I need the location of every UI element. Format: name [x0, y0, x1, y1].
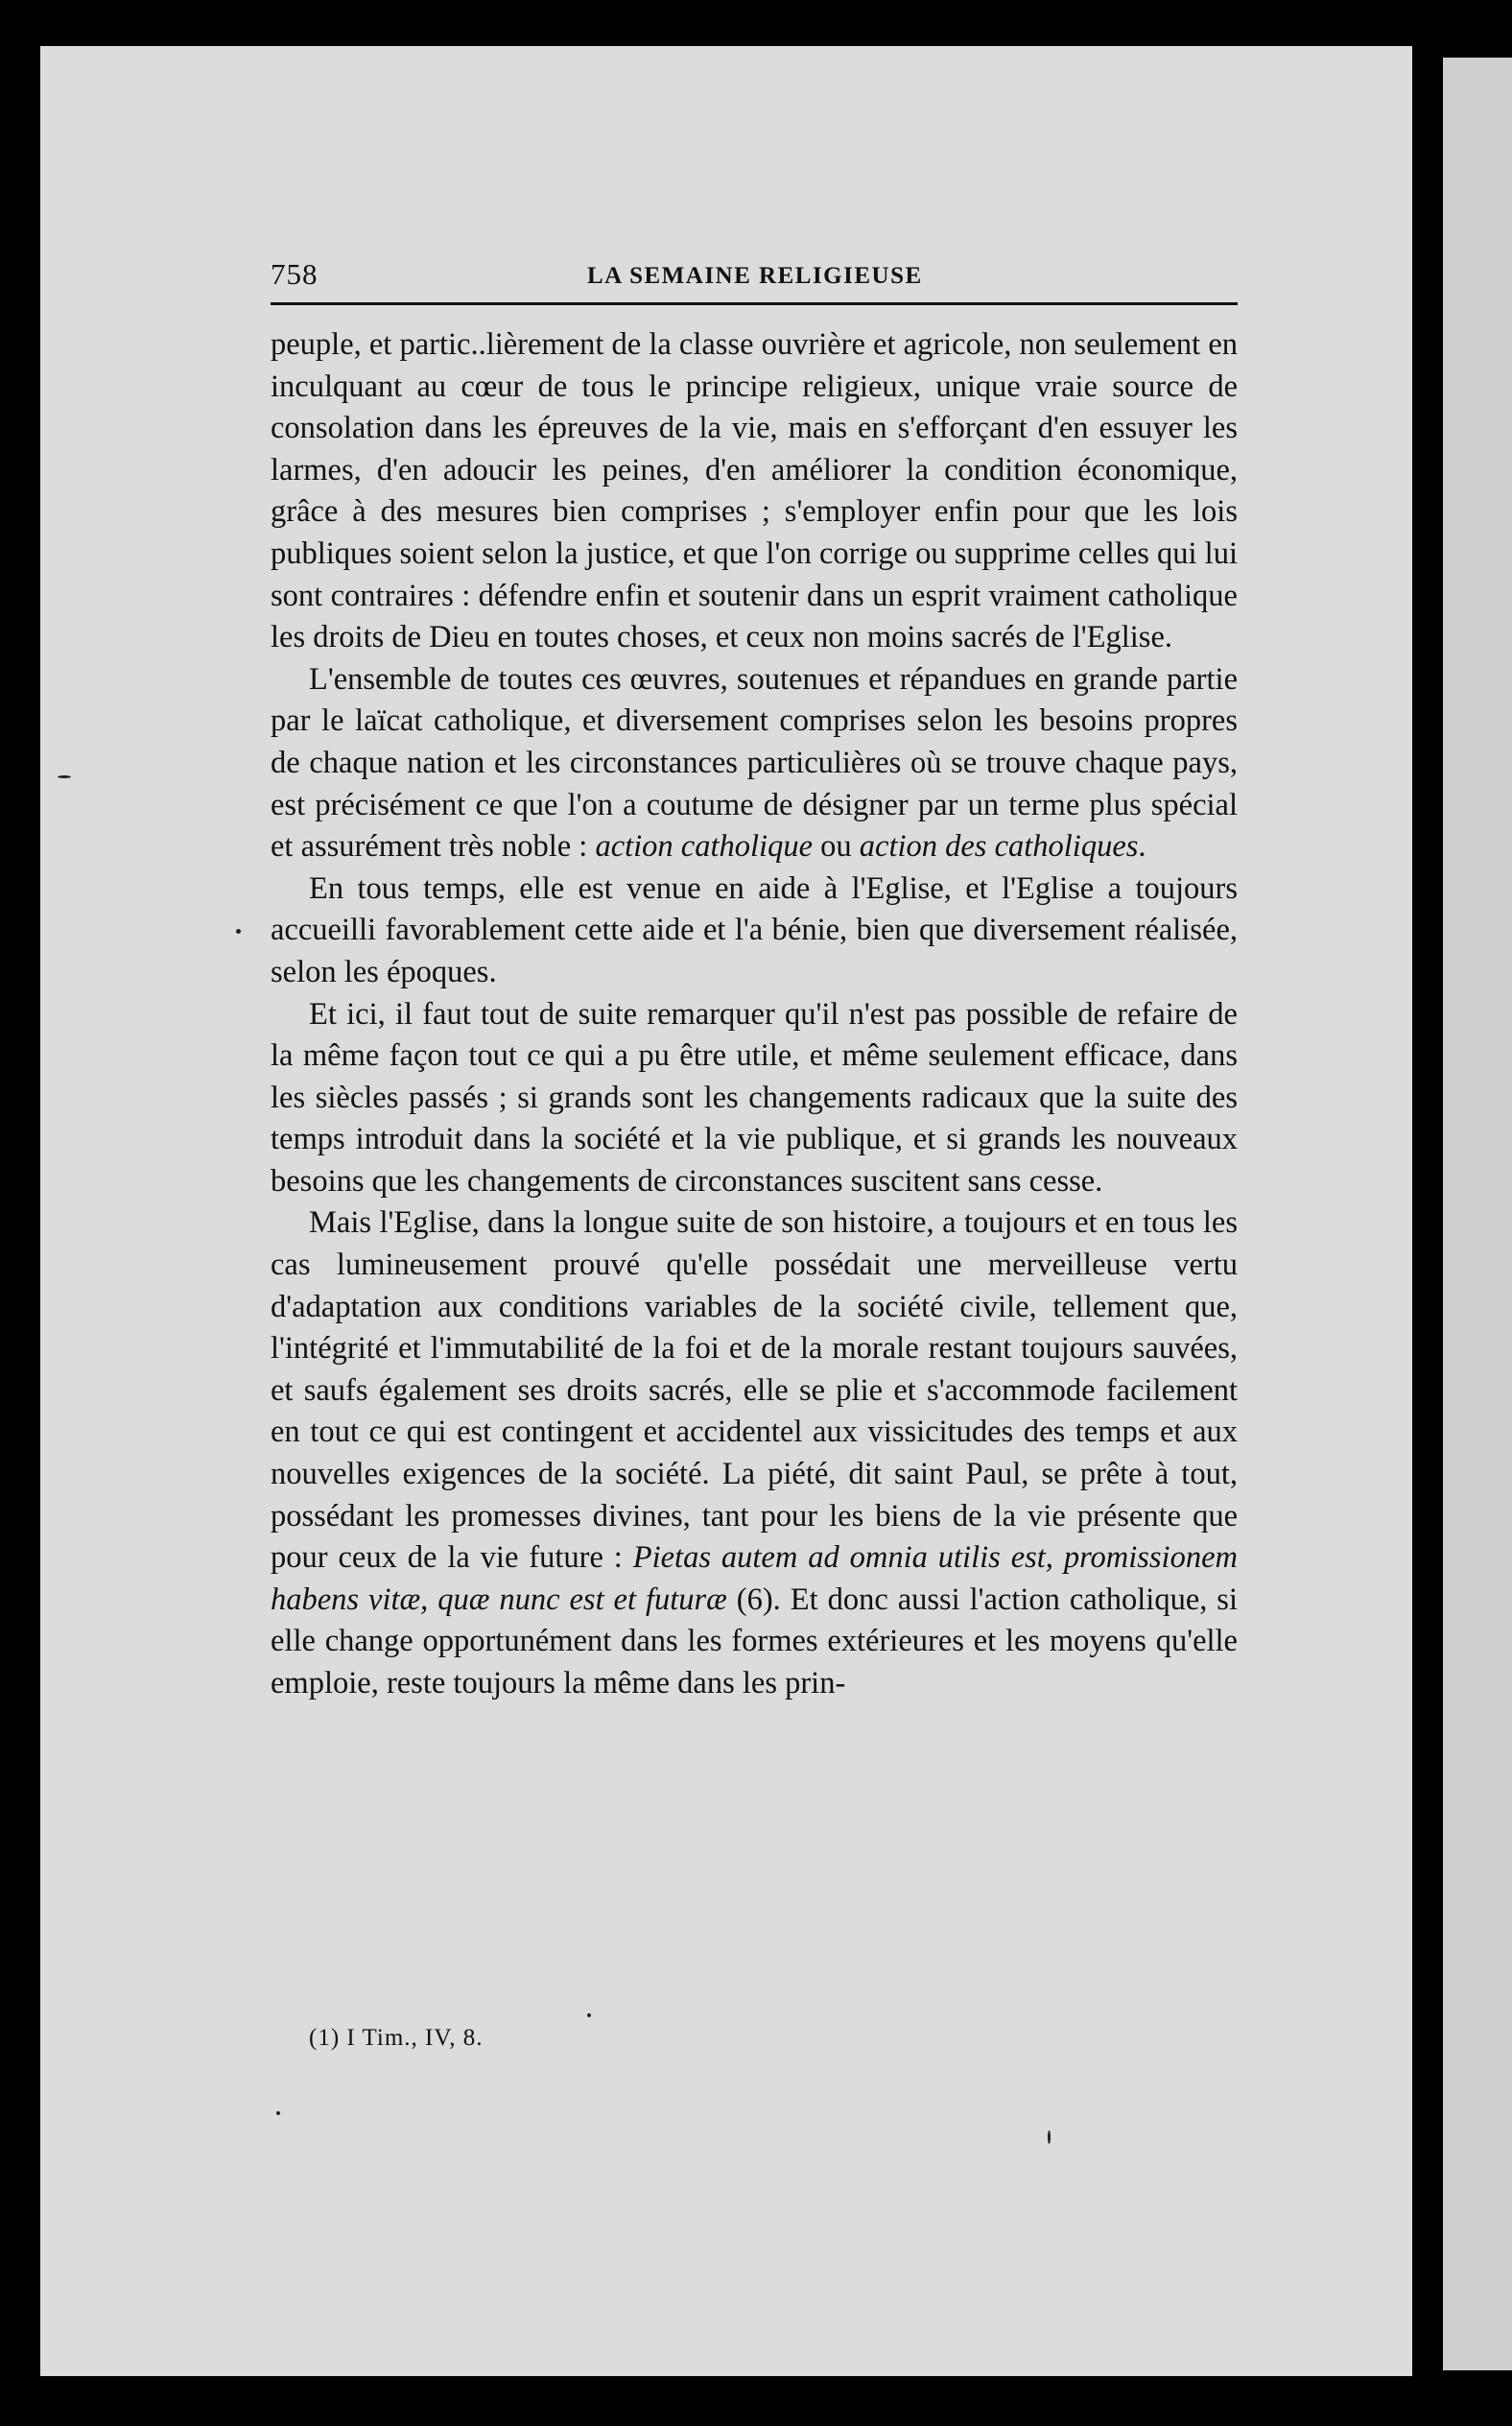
paragraph-5-text: Mais l'Eglise, dans la longue suite de son histoire, a toujours et en tous les cas lumineusement prouvé qu'elle possédait une merveilleuse vertu d'adaptation aux conditions variables de la société civile, tellement que, l'intégrité et l'immutabilité de la foi et de la morale restant toujours sauvées, et saufs également ses droits sacrés, elle se plie et s'accommode facilement en tout ce qui est contingent et accidentel aux vissicitudes des temps et aux nouvelles exigences de la société. La piété, dit saint Paul, se prête à tout, possédant les promesses divines, tant pour les biens de la vie présente que pour ceux de la vie future : — [271, 1205, 1238, 1576]
paragraph-5-latin-quote: Pietas autem ad omnia utilis est, promissionem habens vitæ, quæ nunc est et futuræ — [271, 1540, 1238, 1617]
dust-speck — [58, 775, 71, 778]
page-number: 758 — [271, 257, 319, 291]
dust-speck — [276, 2111, 280, 2115]
film-gap — [1412, 0, 1443, 2426]
dust-speck — [236, 929, 241, 934]
paragraph-2-italic-2: action des catholiques — [859, 829, 1139, 865]
dust-speck — [1048, 2130, 1051, 2144]
body-text — [271, 324, 1238, 1705]
paragraph-2 — [271, 659, 1238, 868]
header-rule — [271, 302, 1238, 305]
paragraph-2-end: . — [1138, 829, 1146, 865]
paragraph-4: Et ici, il faut tout de suite remarquer qu'il n'est pas possible de refaire de la même façon tout ce qui a pu être utile, et même seulement efficace, dans les siècles passés ; si grands sont les changements radicaux que la suite des temps introduit dans la société et la vie publique, et si grands les nouveaux besoins que les changements de circonstances suscitent sans cesse. — [271, 996, 1238, 1199]
paragraph-1: peuple, et partic..lièrement de la classe ouvrière et agricole, non seulement en inculquant au cœur de tous le principe religieux, unique vraie source de consolation dans les épreuves de la vie, mais en s'efforçant d'en essuyer les larmes, d'en adoucir les peines, d'en améliorer la condition économique, grâce à des mesures bien comprises ; s'employer enfin pour que les lois publiques soient selon la justice, et que l'on corrige ou supprime celles qui lui sont contraires : défendre enfin et soutenir dans un esprit vraiment catholique les droits de Dieu en toutes choses, et ceux non moins sacrés de l'Eglise. — [271, 327, 1238, 655]
running-title: LA SEMAINE RELIGIEUSE — [587, 263, 923, 289]
paragraph-2-italic-1: action catholique — [595, 829, 814, 865]
paragraph-5-end: (6). Et donc aussi l'action catholique, si elle change opportunément dans les formes extérieures et les moyens qu'elle emploie, reste toujours la même dans les prin- — [271, 1582, 1238, 1701]
paragraph-2-middle: ou — [813, 829, 860, 865]
page-header — [271, 257, 1238, 296]
dust-speck — [587, 2013, 591, 2017]
footnote: (1) I Tim., IV, 8. — [309, 2025, 484, 2051]
paragraph-2-text: L'ensemble de toutes ces œuvres, soutenues et répandues en grande partie par le laïcat catholique, et diversement comprises selon les besoins propres de chaque nation et les circonstances particulières où se trouve chaque pays, est précisément ce que l'on a coutume de désigner par un terme plus spécial et assurément très noble : — [271, 661, 1238, 865]
paragraph-3: En tous temps, elle est venue en aide à l'Eglise, et l'Eglise a toujours accueilli favorablement cette aide et l'a bénie, bien que diversement réalisée, selon les époques. — [271, 870, 1238, 989]
paragraph-5 — [271, 1202, 1238, 1704]
adjacent-page-edge — [1443, 58, 1512, 2370]
